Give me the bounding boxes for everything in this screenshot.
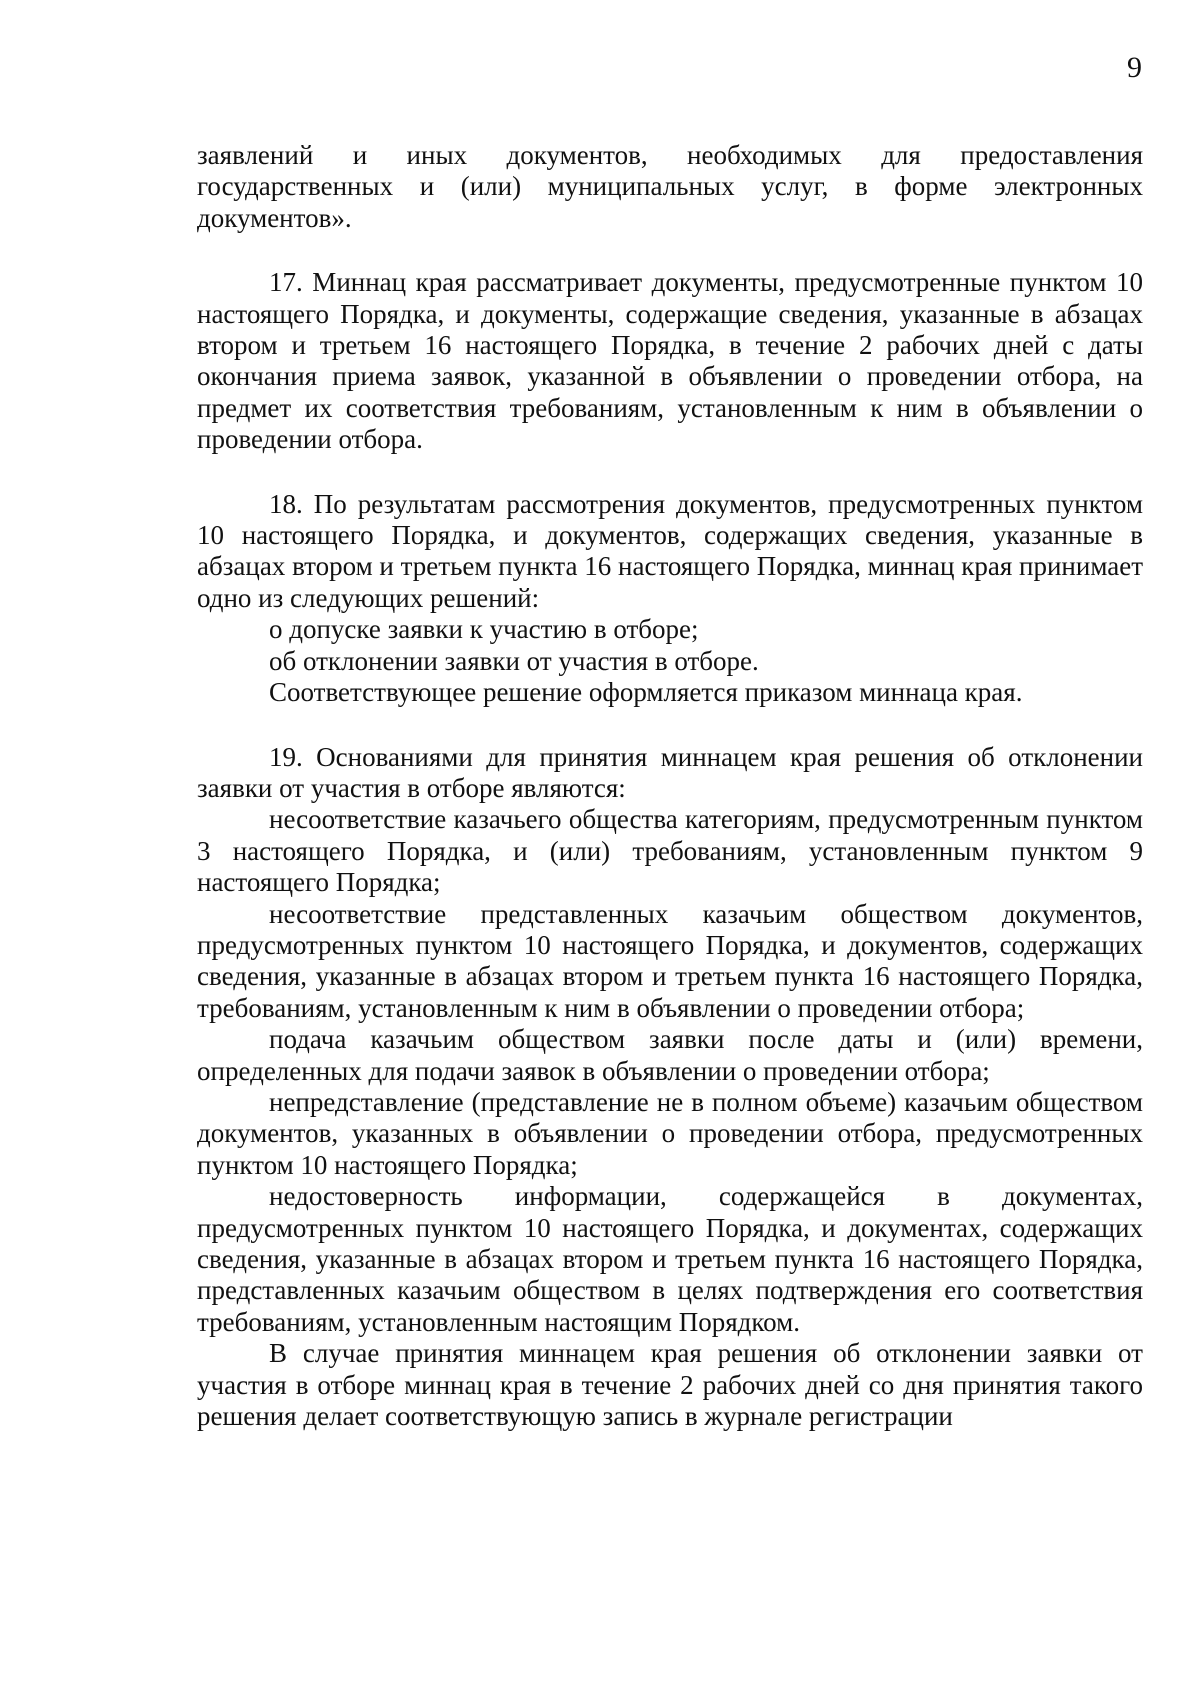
paragraph: 17. Миннац края рассматривает документы, предусмотренные пунктом 10 настоящего Порядка, и документы, содержащие сведения, указанные в абзацах втором и третьем 16 настоящего Порядка, в течение 2 рабочих дней с даты окончания приема заявок, указанной в объявлении о проведении отбора, на предмет их соответствия требованиям, установленным к ним в объявлении о проведении отбора. bbox=[197, 267, 1143, 455]
page-number: 9 bbox=[1127, 51, 1142, 84]
paragraph: Соответствующее решение оформляется приказом миннаца края. bbox=[269, 677, 1023, 708]
document-body bbox=[197, 140, 1143, 1432]
paragraph: недостоверность информации, содержащейся в документах, предусмотренных пунктом 10 настоящего Порядка, и документах, содержащих сведения, указанные в абзацах втором и третьем пункта 16 настоящего Порядка, представленных казачьим обществом в целях подтверждения его соответствия требованиям, установленным настоящим Порядком. bbox=[197, 1181, 1143, 1337]
paragraph: об отклонении заявки от участия в отборе. bbox=[269, 645, 759, 676]
paragraph: 18. По результатам рассмотрения документов, предусмотренных пунктом 10 настоящего Порядка, и документов, содержащих сведения, указанные в абзацах втором и третьем пункта 16 настоящего Порядка, миннац края принимает одно из следующих решений: bbox=[197, 488, 1143, 613]
paragraph: несоответствие представленных казачьим обществом документов, предусмотренных пунктом 10 настоящего Порядка, и документов, содержащих сведения, указанные в абзацах втором и третьем пункта 16 настоящего Порядка, требованиям, установленным к ним в объявлении о проведении отбора; bbox=[197, 898, 1143, 1023]
paragraph: подача казачьим обществом заявки после даты и (или) времени, определенных для подачи заявок в объявлении о проведении отбора; bbox=[197, 1024, 1143, 1086]
paragraph: непредставление (представление не в полном объеме) казачьим обществом документов, указанных в объявлении о проведении отбора, предусмотренных пунктом 10 настоящего Порядка; bbox=[197, 1086, 1143, 1180]
paragraph: несоответствие казачьего общества категориям, предусмотренным пунктом 3 настоящего Порядка, и (или) требованиям, установленным пунктом 9 настоящего Порядка; bbox=[197, 804, 1143, 898]
paragraph: заявлений и иных документов, необходимых для предоставления государственных и (или) муниципальных услуг, в форме электронных документов». bbox=[197, 140, 1143, 233]
paragraph: 19. Основаниями для принятия миннацем края решения об отклонении заявки от участия в отборе являются: bbox=[197, 741, 1143, 803]
paragraph: о допуске заявки к участию в отборе; bbox=[269, 614, 699, 645]
paragraph: В случае принятия миннацем края решения об отклонении заявки от участия в отборе миннац края в течение 2 рабочих дней со дня принятия такого решения делает соответствующую запись в журнале регистрации bbox=[197, 1338, 1143, 1432]
